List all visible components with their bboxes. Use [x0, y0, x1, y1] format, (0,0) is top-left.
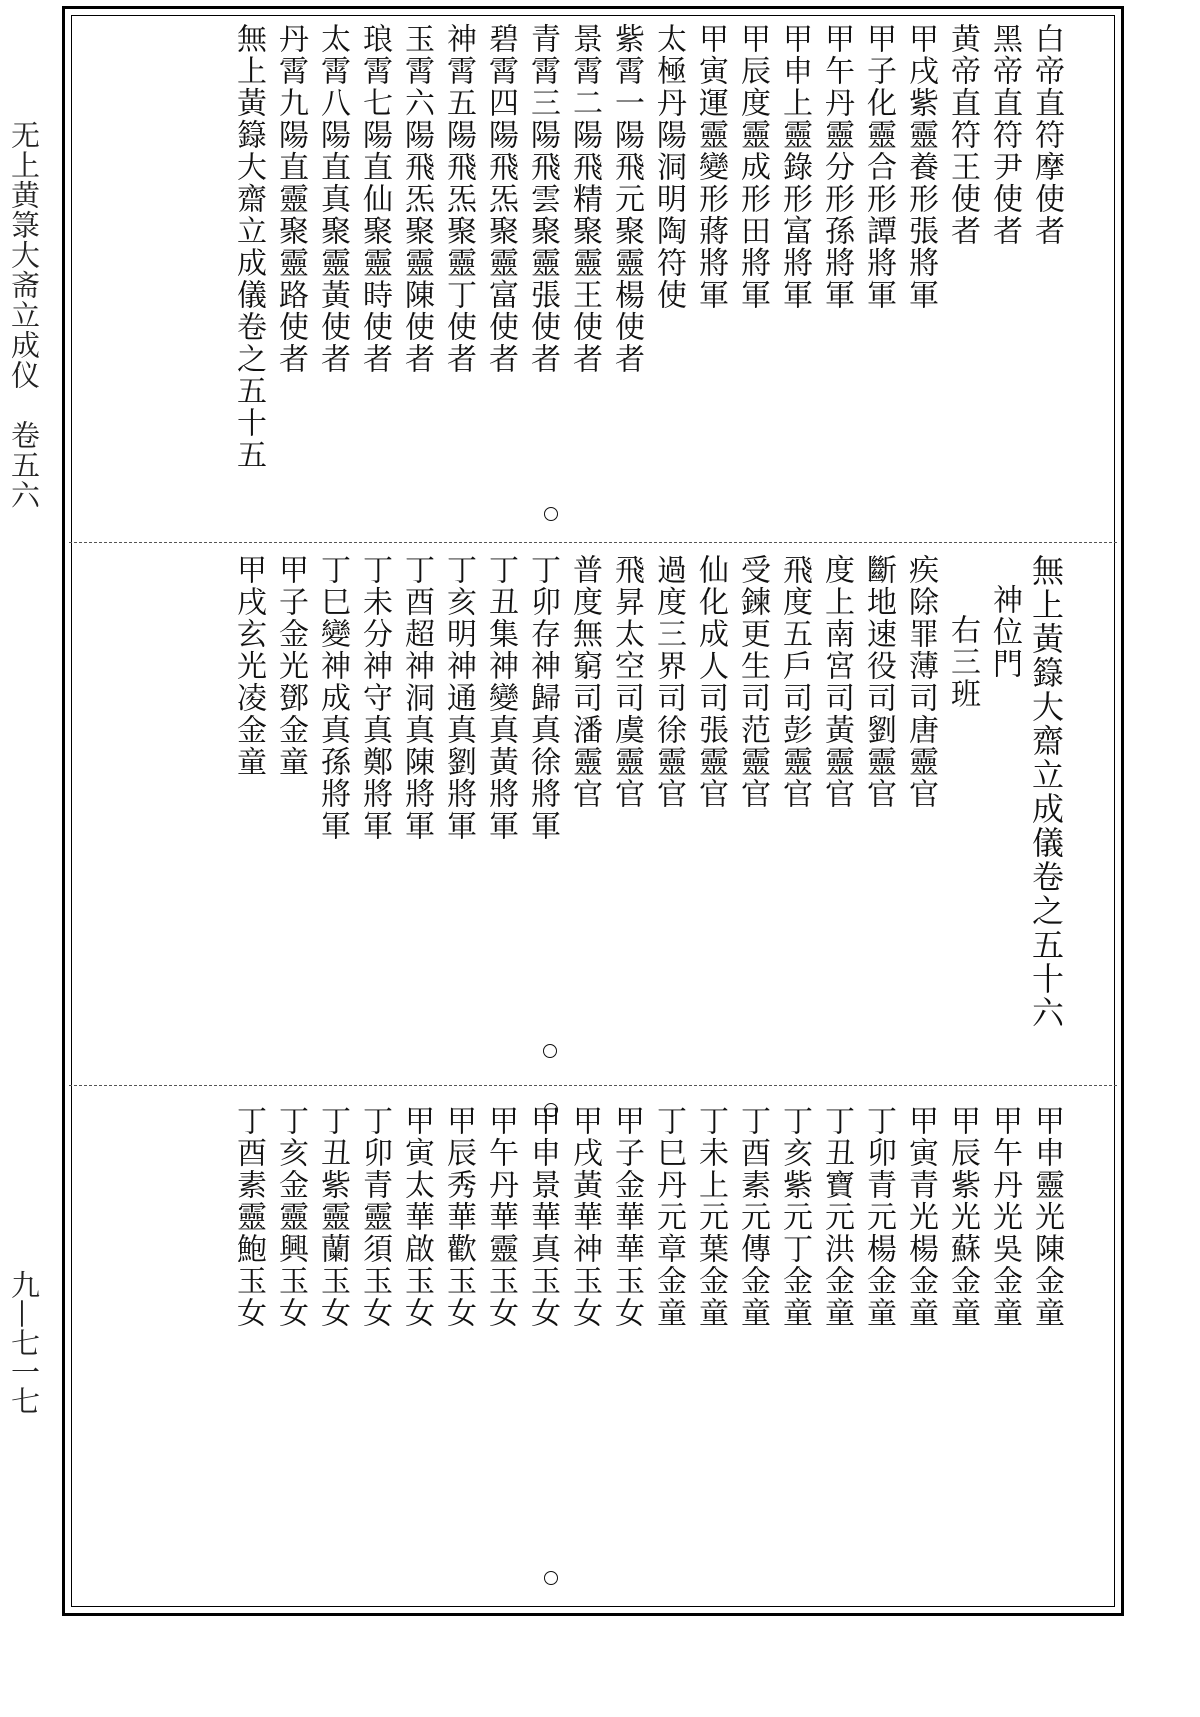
text-column: 黄帝直符王使者: [945, 23, 980, 247]
text-column: 太霄八陽直真聚靈黃使者: [315, 23, 350, 375]
panel-1-columns: [227, 23, 1067, 471]
text-column: 甲午丹華靈玉女: [483, 1105, 518, 1329]
text-column: 丁酉素靈鮑玉女: [231, 1105, 266, 1329]
text-column: 飛昇太空司虞靈官: [609, 554, 644, 810]
text-column: 琅霄七陽直仙聚靈時使者: [357, 23, 392, 375]
text-column: 度上南宮司黃靈官: [819, 554, 854, 810]
text-column: 甲戌玄光凌金童: [231, 554, 266, 778]
margin-book-title: 无上黄箓大斋立成仪 卷五六: [7, 120, 41, 510]
circle-mark: [543, 1044, 557, 1058]
text-column: 甲戌黃華神玉女: [567, 1105, 602, 1329]
text-column: 甲午丹靈分形孫將軍: [819, 23, 854, 311]
text-column: 右三班: [945, 614, 980, 710]
text-column: 太極丹陽洞明陶符使: [651, 23, 686, 311]
text-column: 仙化成人司張靈官: [693, 554, 728, 810]
text-column: 玉霄六陽飛炁聚靈陳使者: [399, 23, 434, 375]
text-column: 景霄二陽飛精聚靈王使者: [567, 23, 602, 375]
text-column: 白帝直符摩使者: [1029, 23, 1064, 247]
text-column: 丁亥金靈興玉女: [273, 1105, 308, 1329]
text-column: 丁巳丹元章金童: [651, 1105, 686, 1329]
text-column: 丁卯青元楊金童: [861, 1105, 896, 1329]
panel-3-columns: [227, 1105, 1067, 1329]
text-panel-2: [65, 542, 1121, 1085]
circle-mark: [544, 1103, 558, 1117]
text-column: 丁未上元葉金童: [693, 1105, 728, 1329]
text-column: 丁未分神守真鄭將軍: [357, 554, 392, 842]
text-column: 神霄五陽飛炁聚靈丁使者: [441, 23, 476, 375]
text-column: 普度無窮司潘靈官: [567, 554, 602, 810]
text-column: 甲午丹光吳金童: [987, 1105, 1022, 1329]
text-column: 過度三界司徐靈官: [651, 554, 686, 810]
text-column: 丁亥紫元丁金童: [777, 1105, 812, 1329]
text-column: 碧霄四陽飛炁聚靈富使者: [483, 23, 518, 375]
circle-mark: [544, 507, 558, 521]
text-column: 甲申上靈錄形富將軍: [777, 23, 812, 311]
text-column: 飛度五戶司彭靈官: [777, 554, 812, 810]
text-column: 甲子金華華玉女: [609, 1105, 644, 1329]
text-column: 黑帝直符尹使者: [987, 23, 1022, 247]
text-column: 丁酉素元傳金童: [735, 1105, 770, 1329]
text-column: 丁丑寶元洪金童: [819, 1105, 854, 1329]
text-column: 丁丑集神變真黃將軍: [483, 554, 518, 842]
text-column: 丁亥明神通真劉將軍: [441, 554, 476, 842]
margin-page-number: 九—七一七: [7, 1270, 41, 1415]
text-column: 甲辰紫光蘇金童: [945, 1105, 980, 1329]
text-column: 受鍊更生司范靈官: [735, 554, 770, 810]
text-column: 甲辰秀華歡玉女: [441, 1105, 476, 1329]
text-panel-1: [65, 9, 1121, 542]
page-frame: [62, 6, 1124, 1616]
volume-title: 無上黃籙大齋立成儀卷之五十六: [1027, 554, 1065, 1030]
text-column: 丹霄九陽直靈聚靈路使者: [273, 23, 308, 375]
text-column: 甲辰度靈成形田將軍: [735, 23, 770, 311]
text-column: 甲寅青光楊金童: [903, 1105, 938, 1329]
text-column: 無上黃籙大齋立成儀卷之五十五: [231, 23, 266, 471]
text-column: 甲子化靈合形譚將軍: [861, 23, 896, 311]
text-column: 丁卯存神歸真徐將軍: [525, 554, 560, 842]
circle-mark: [544, 1571, 558, 1585]
text-column: 甲戌紫靈養形張將軍: [903, 23, 938, 311]
text-column: 甲寅運靈變形蔣將軍: [693, 23, 728, 311]
text-column: 青霄三陽飛雲聚靈張使者: [525, 23, 560, 375]
text-column: 丁卯青靈須玉女: [357, 1105, 392, 1329]
panel-2-columns: [227, 554, 1067, 1030]
text-column: 丁丑紫靈蘭玉女: [315, 1105, 350, 1329]
text-column: 丁巳變神成真孫將軍: [315, 554, 350, 842]
text-column: 甲申景華真玉女: [525, 1105, 560, 1329]
text-column: 甲寅太華啟玉女: [399, 1105, 434, 1329]
text-column: 疾除罪薄司唐靈官: [903, 554, 938, 810]
text-panel-3: [65, 1085, 1121, 1611]
text-column: 丁酉超神洞真陳將軍: [399, 554, 434, 842]
section-heading: 神位門: [987, 584, 1022, 680]
text-column: 甲子金光鄧金童: [273, 554, 308, 778]
text-column: 紫霄一陽飛元聚靈楊使者: [609, 23, 644, 375]
text-column: 斷地速役司劉靈官: [861, 554, 896, 810]
text-column: 甲申靈光陳金童: [1029, 1105, 1064, 1329]
